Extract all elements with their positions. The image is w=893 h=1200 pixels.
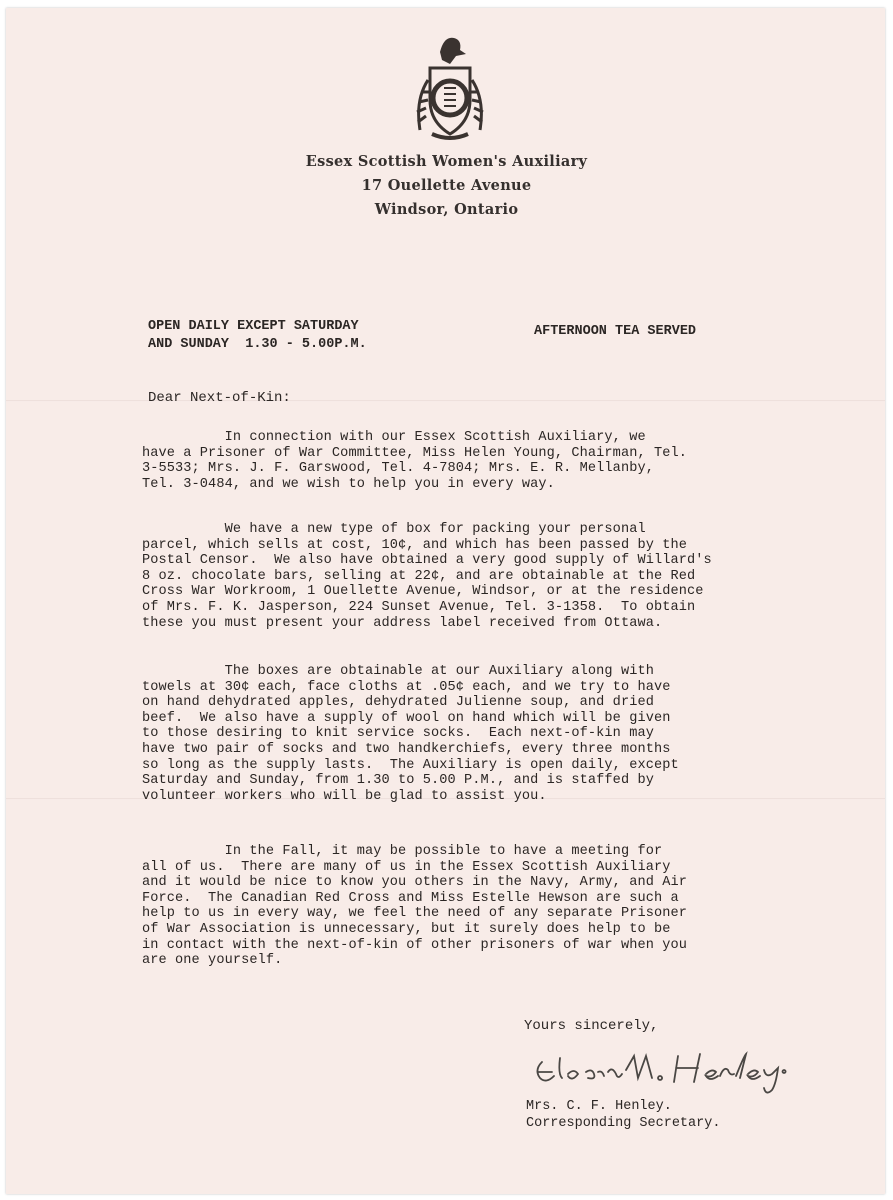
hours-line-2: AND SUNDAY 1.30 - 5.00P.M.: [148, 337, 367, 352]
paragraph-line: of War Association is unnecessary, but it surely does help to be: [142, 921, 671, 937]
paragraph-4: [142, 844, 762, 969]
paragraph-line: volunteer workers who will be glad to assist you.: [142, 788, 547, 804]
handwritten-signature: [528, 1040, 798, 1100]
afternoon-tea-notice: AFTERNOON TEA SERVED: [534, 324, 697, 339]
paragraph-line: In the Fall, it may be possible to have a meeting for: [142, 844, 663, 859]
salutation: Dear Next-of-Kin:: [148, 390, 291, 406]
paragraph-line: to those desiring to knit service socks. Each next-of-kin may: [142, 726, 654, 742]
paper-fold-upper: [6, 400, 885, 402]
paragraph-line: 8 oz. chocolate bars, selling at 22¢, and are obtainable at the Red: [142, 568, 696, 584]
paragraph-line: Tel. 3-0484, and we wish to help you in every way.: [142, 476, 555, 492]
complimentary-close: Yours sincerely,: [524, 1018, 659, 1034]
paragraph-line: The boxes are obtainable at our Auxiliary along with: [142, 664, 654, 679]
paragraph-line: and it would be nice to know you others in the Navy, Army, and Air: [142, 875, 687, 891]
paragraph-line: Postal Censor. We also have obtained a very good supply of Willard's: [142, 553, 712, 569]
regimental-crest-logo: [410, 30, 490, 150]
signer-name: Mrs. C. F. Henley.: [526, 1099, 672, 1114]
paragraph-line: these you must present your address label received from Ottawa.: [142, 615, 663, 631]
paragraph-line: in contact with the next-of-kin of other prisoners of war when you: [142, 937, 687, 953]
paragraph-line: so long as the supply lasts. The Auxiliary is open daily, except: [142, 757, 679, 773]
opening-hours: [148, 318, 367, 354]
paragraph-line: Cross War Workroom, 1 Ouellette Avenue, Windsor, or at the residence: [142, 584, 704, 600]
paragraph-2: [142, 522, 762, 631]
paragraph-line: have a Prisoner of War Committee, Miss Helen Young, Chairman, Tel.: [142, 445, 687, 461]
organization-street: 17 Ouellette Avenue: [361, 177, 532, 194]
crest-emblem-icon: [410, 30, 490, 150]
paragraph-line: We have a new type of box for packing your personal: [142, 522, 646, 537]
paragraph-line: 3-5533; Mrs. J. F. Garswood, Tel. 4-7804; Mrs. E. R. Mellanby,: [142, 461, 654, 477]
organization-name: Essex Scottish Women's Auxiliary: [305, 153, 588, 170]
letterhead: [0, 150, 893, 222]
paragraph-line: Saturday and Sunday, from 1.30 to 5.00 P.M., and is staffed by: [142, 773, 654, 789]
paragraph-1: [142, 430, 762, 492]
paragraph-line: help to us in every way, we feel the need of any separate Prisoner: [142, 906, 687, 922]
paragraph-line: Force. The Canadian Red Cross and Miss Estelle Hewson are such a: [142, 890, 679, 906]
signer-block: [526, 1098, 720, 1132]
paragraph-3: [142, 664, 762, 804]
paragraph-line: parcel, which sells at cost, 10¢, and which has been passed by the: [142, 537, 687, 553]
signer-title: Corresponding Secretary.: [526, 1116, 721, 1131]
paragraph-line: have two pair of socks and two handkerchiefs, every three months: [142, 741, 671, 757]
signature-image: [528, 1040, 798, 1100]
paragraph-line: are one yourself.: [142, 953, 283, 969]
paragraph-line: beef. We also have a supply of wool on hand which will be given: [142, 710, 671, 726]
organization-city: Windsor, Ontario: [374, 201, 519, 218]
paragraph-line: all of us. There are many of us in the Essex Scottish Auxiliary: [142, 859, 671, 875]
paragraph-line: of Mrs. F. K. Jasperson, 224 Sunset Avenue, Tel. 3-1358. To obtain: [142, 599, 696, 615]
paragraph-line: In connection with our Essex Scottish Auxiliary, we: [142, 430, 646, 445]
paragraph-line: towels at 30¢ each, face cloths at .05¢ each, and we try to have: [142, 679, 671, 695]
paragraph-line: on hand dehydrated apples, dehydrated Julienne soup, and dried: [142, 695, 654, 711]
hours-line-1: OPEN DAILY EXCEPT SATURDAY: [148, 319, 359, 334]
